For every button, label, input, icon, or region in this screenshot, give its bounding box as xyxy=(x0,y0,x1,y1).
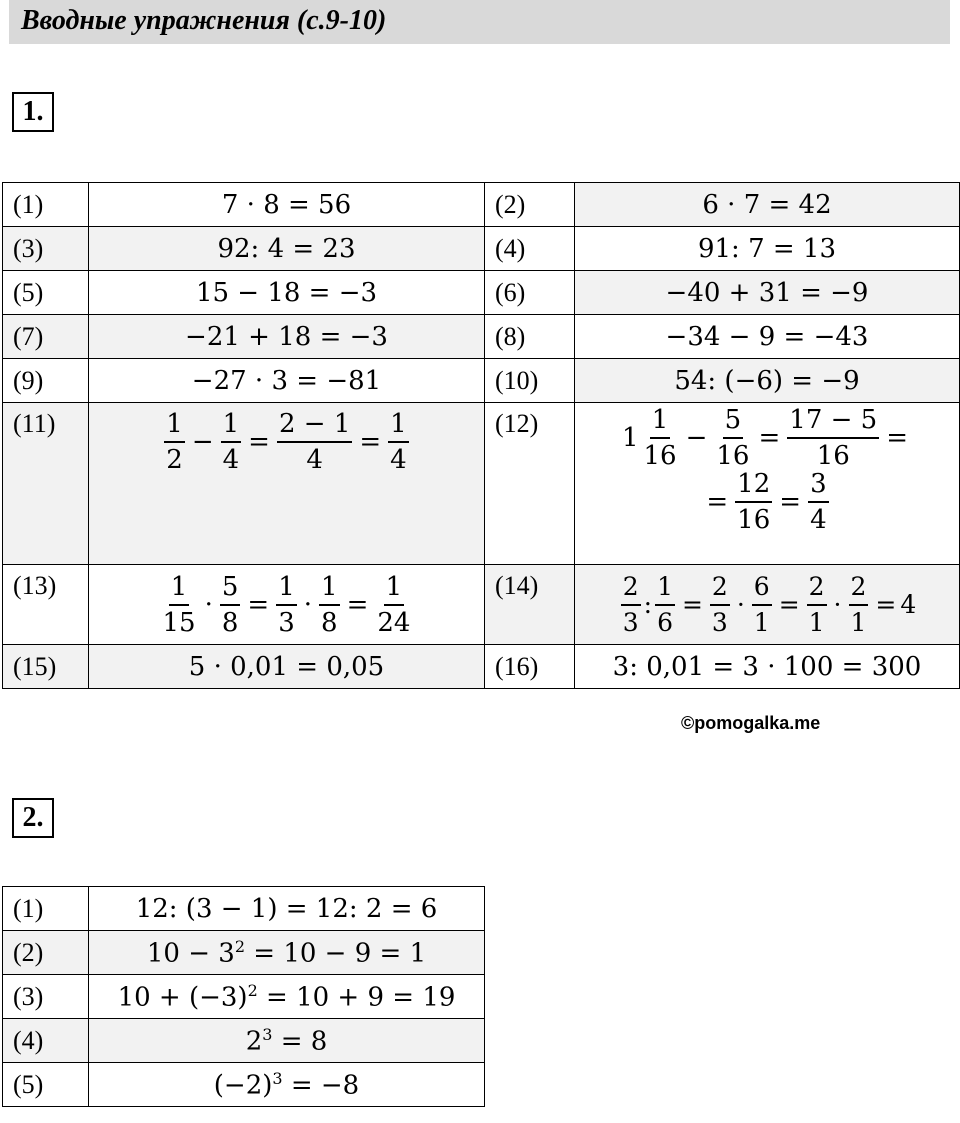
equals-sign: = xyxy=(886,423,909,453)
item-label: (11) xyxy=(3,403,89,565)
item-expression: −34 − 9 = −43 xyxy=(575,315,960,359)
item-label: (5) xyxy=(3,1063,89,1107)
item-expression: −27 · 3 = −81 xyxy=(89,359,485,403)
expression-base: (−2) xyxy=(213,1070,273,1101)
item-expression: 6 · 7 = 42 xyxy=(575,183,960,227)
item-label: (1) xyxy=(3,183,89,227)
denominator: 3 xyxy=(711,607,728,637)
numerator: 2 xyxy=(710,572,730,606)
table-row xyxy=(3,931,485,975)
item-label: (3) xyxy=(3,975,89,1019)
item-label: (6) xyxy=(485,271,575,315)
expression-base: 2 xyxy=(245,1026,263,1057)
equals-sign: = xyxy=(346,589,369,620)
table-row xyxy=(3,271,960,315)
expression-base: 10 + (−3) xyxy=(117,982,248,1013)
numerator: 2 xyxy=(849,572,869,606)
expression-rest: = 10 + 9 = 19 xyxy=(257,982,456,1013)
denominator: 1 xyxy=(808,607,825,637)
denominator: 1 xyxy=(753,607,770,637)
item-expression: 5 · 0,01 = 0,05 xyxy=(89,645,485,689)
exercise-1-table xyxy=(2,182,960,689)
expression-rest: = −8 xyxy=(282,1070,360,1101)
table-row xyxy=(3,403,960,565)
item-expression: 15 − 18 = −3 xyxy=(89,271,485,315)
equals-sign: = xyxy=(758,423,781,453)
table-row xyxy=(3,645,960,689)
table-row xyxy=(3,359,960,403)
numerator: 5 xyxy=(220,572,241,606)
expression-rest: = 10 − 9 = 1 xyxy=(245,938,427,969)
numerator: 6 xyxy=(752,572,772,606)
numerator: 3 xyxy=(808,469,829,503)
item-label: (5) xyxy=(3,271,89,315)
item-expression: 7 · 8 = 56 xyxy=(89,183,485,227)
exponent: 3 xyxy=(272,1068,283,1088)
numerator: 17 − 5 xyxy=(787,405,879,439)
equals-sign: = xyxy=(875,590,897,619)
result: 4 xyxy=(900,590,917,619)
item-label: (16) xyxy=(485,645,575,689)
item-label: (10) xyxy=(485,359,575,403)
item-label: (9) xyxy=(3,359,89,403)
table-row xyxy=(3,227,960,271)
exercise-2-table xyxy=(2,886,485,1107)
operator: − xyxy=(685,423,708,453)
numerator: 1 xyxy=(221,409,242,443)
item-label: (14) xyxy=(485,565,575,645)
operator: · xyxy=(833,590,842,619)
item-expression: −21 + 18 = −3 xyxy=(89,315,485,359)
denominator: 4 xyxy=(306,445,323,475)
item-expression xyxy=(89,931,485,975)
item-label: (12) xyxy=(485,403,575,565)
copyright-text: ©pomogalka.me xyxy=(681,713,821,733)
numerator: 5 xyxy=(723,405,744,439)
table-row xyxy=(3,887,485,931)
numerator: 2 xyxy=(807,572,827,606)
item-expression xyxy=(89,975,485,1019)
denominator: 15 xyxy=(162,607,196,638)
item-expression: 91: 7 = 13 xyxy=(575,227,960,271)
item-label: (7) xyxy=(3,315,89,359)
equals-sign: = xyxy=(247,589,270,620)
equals-sign: = xyxy=(359,427,382,457)
exponent: 2 xyxy=(234,936,245,956)
numerator: 1 xyxy=(276,572,297,606)
equals-sign: = xyxy=(248,427,270,457)
denominator: 3 xyxy=(622,607,639,637)
operator: · xyxy=(736,590,745,619)
item-label: (3) xyxy=(3,227,89,271)
equals-sign: = xyxy=(778,590,800,619)
item-expression: 54: (−6) = −9 xyxy=(575,359,960,403)
denominator: 2 xyxy=(166,445,183,475)
equals-sign: = xyxy=(681,590,703,619)
denominator: 24 xyxy=(377,607,411,638)
expression-base: 10 − 3 xyxy=(146,938,235,969)
expression-rest: = 8 xyxy=(272,1026,328,1057)
item-label: (4) xyxy=(485,227,575,271)
numerator: 2 xyxy=(621,572,641,606)
item-label: (2) xyxy=(3,931,89,975)
operator: − xyxy=(191,427,214,457)
numerator: 1 xyxy=(169,572,190,606)
item-expression xyxy=(89,1063,485,1107)
item-label: (15) xyxy=(3,645,89,689)
item-label: (2) xyxy=(485,183,575,227)
operator: · xyxy=(204,589,213,620)
header-bar xyxy=(9,0,950,44)
numerator: 1 xyxy=(655,572,675,606)
item-expression xyxy=(89,565,485,645)
numerator: 1 xyxy=(650,405,671,439)
page-title: Вводные упражнения (с.9-10) xyxy=(21,5,387,36)
denominator: 8 xyxy=(221,607,239,638)
item-expression xyxy=(89,403,485,565)
operator: : xyxy=(643,590,653,619)
denominator: 16 xyxy=(716,441,750,471)
item-label: (13) xyxy=(3,565,89,645)
denominator: 4 xyxy=(810,505,827,535)
exercise-2-number: 2. xyxy=(12,798,54,838)
item-expression xyxy=(89,1019,485,1063)
item-expression: −40 + 31 = −9 xyxy=(575,271,960,315)
denominator: 4 xyxy=(222,445,240,475)
whole-part: 1 xyxy=(621,423,639,453)
table-row xyxy=(3,975,485,1019)
denominator: 8 xyxy=(321,607,338,638)
numerator: 2 − 1 xyxy=(277,409,352,443)
exercise-1-number: 1. xyxy=(12,92,54,132)
item-label: (4) xyxy=(3,1019,89,1063)
item-expression: 3: 0,01 = 3 · 100 = 300 xyxy=(575,645,960,689)
table-row xyxy=(3,1019,485,1063)
denominator: 4 xyxy=(390,445,407,475)
item-expression: 92: 4 = 23 xyxy=(89,227,485,271)
item-label: (1) xyxy=(3,887,89,931)
table-row xyxy=(3,183,960,227)
item-expression xyxy=(575,403,960,565)
equals-sign: = xyxy=(779,487,802,517)
table-row xyxy=(3,565,960,645)
denominator: 1 xyxy=(850,607,867,637)
table-row xyxy=(3,1063,485,1107)
numerator: 1 xyxy=(384,572,405,606)
denominator: 16 xyxy=(737,505,771,535)
numerator: 12 xyxy=(735,469,772,503)
item-label: (8) xyxy=(485,315,575,359)
denominator: 16 xyxy=(643,441,677,471)
table-row xyxy=(3,315,960,359)
numerator: 1 xyxy=(164,409,185,443)
item-expression xyxy=(575,565,960,645)
numerator: 1 xyxy=(388,409,409,443)
denominator: 16 xyxy=(816,441,850,471)
operator: · xyxy=(303,589,313,620)
numerator: 1 xyxy=(319,572,340,606)
denominator: 3 xyxy=(278,607,295,638)
exponent: 2 xyxy=(247,980,258,1000)
item-expression: 12: (3 − 1) = 12: 2 = 6 xyxy=(89,887,485,931)
equals-sign: = xyxy=(706,487,729,517)
exponent: 3 xyxy=(262,1024,273,1044)
denominator: 6 xyxy=(657,607,673,637)
